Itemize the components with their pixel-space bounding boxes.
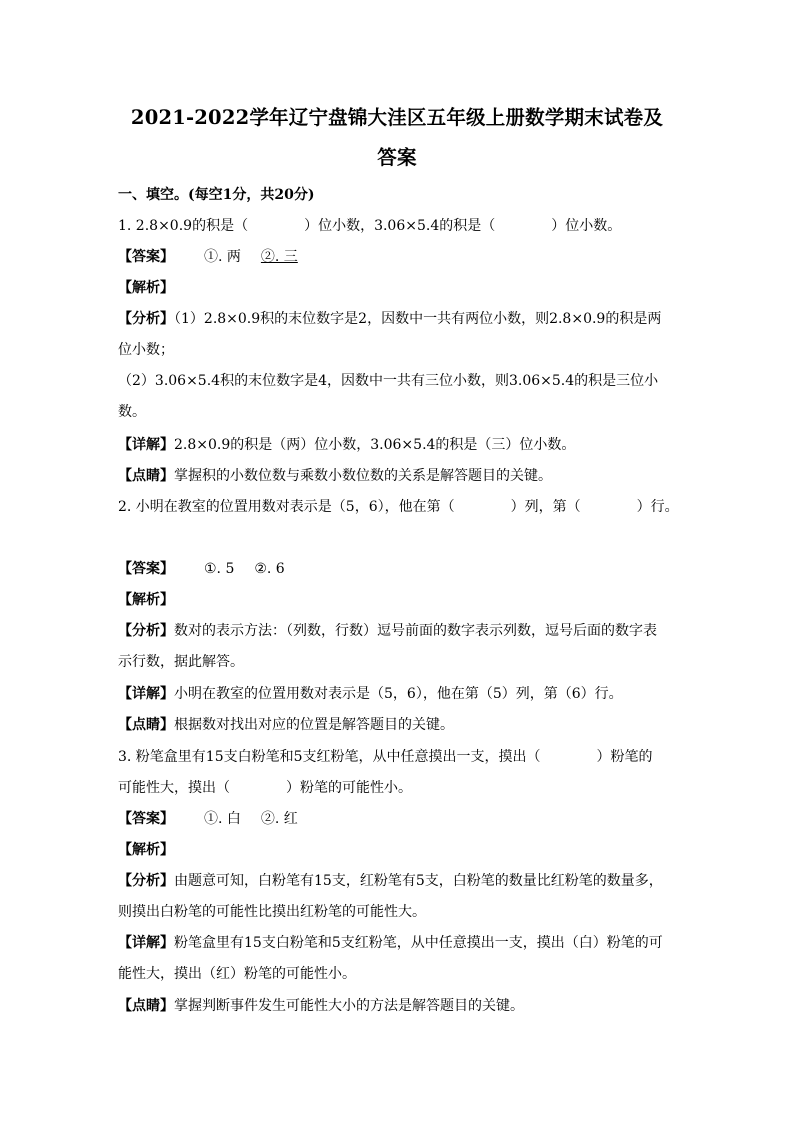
tip-tag: 【点睛】 (118, 468, 174, 484)
q3-detail-text-1: 粉笔盒里有15支白粉笔和5支红粉笔，从中任意摸出一支，摸出（白）粉笔的可 (174, 935, 663, 951)
fenxi-tag: 【分析】 (118, 311, 174, 327)
q3-detail-line2: 能性大，摸出（红）粉笔的可能性小。 (118, 966, 356, 982)
answer-tag: 【答案】 (118, 561, 174, 577)
q3-analysis-line1 (118, 872, 678, 890)
q3-question-line1: 3. 粉笔盒里有15支白粉笔和5支红粉笔，从中任意摸出一支，摸出（ ）粉笔的 (118, 749, 653, 765)
q2-analysis-line2: 示行数，据此解答。 (118, 654, 244, 670)
q2-answer (118, 560, 678, 578)
fenxi-tag: 【分析】 (118, 873, 174, 889)
q1-analysis-tag: 【解析】 (118, 280, 174, 296)
q1-fenxi-text-1: （1）2.8×0.9积的末位数字是2，因数中一共有两位小数，则2.8×0.9的积是两 (174, 311, 662, 327)
document-title-line1: 2021-2022学年辽宁盘锦大洼区五年级上册数学期末试卷及 (130, 106, 664, 129)
q3-fenxi-text-1: 由题意可知，白粉笔有15支，红粉笔有5支，白粉笔的数量比红粉笔的数量多， (174, 873, 663, 889)
tip-tag: 【点睛】 (118, 717, 174, 733)
q3-answer-2: ②. 红 (260, 811, 298, 827)
q3-detail-line1 (118, 934, 678, 952)
document-title-line2: 答案 (377, 146, 417, 169)
detail-tag: 【详解】 (118, 437, 174, 453)
answer-tag: 【答案】 (118, 811, 174, 827)
q2-detail (118, 685, 678, 703)
q1-detail (118, 436, 678, 454)
q2-analysis-tag: 【解析】 (118, 592, 174, 608)
q2-answer-2: ②. 6 (254, 561, 285, 577)
q3-tip-text: 掌握判断事件发生可能性大小的方法是解答题目的关键。 (174, 998, 524, 1014)
q3-analysis-tag: 【解析】 (118, 842, 174, 858)
q1-analysis-line4: 数。 (118, 404, 146, 420)
q3-analysis-line2: 则摸出白粉笔的可能性比摸出红粉笔的可能性大。 (118, 904, 426, 920)
q2-detail-text: 小明在教室的位置用数对表示是（5，6），他在第（5）列，第（6）行。 (174, 686, 623, 702)
q3-answer-1: ①. 白 (204, 811, 241, 827)
detail-tag: 【详解】 (118, 686, 174, 702)
q2-tip-text: 根据数对找出对应的位置是解答题目的关键。 (174, 717, 454, 733)
q1-question: 1. 2.8×0.9的积是（ ）位小数，3.06×5.4的积是（ ）位小数。 (118, 218, 622, 234)
q2-fenxi-text-1: 数对的表示方法：（列数，行数）逗号前面的数字表示列数，逗号后面的数字表 (174, 623, 657, 639)
q2-question: 2. 小明在教室的位置用数对表示是（5，6），他在第（ ）列，第（ ）行。 (118, 499, 679, 515)
tip-tag: 【点睛】 (118, 998, 174, 1014)
q1-answer-1: ①. 两 (204, 249, 241, 265)
q1-analysis-line3: （2）3.06×5.4积的末位数字是4，因数中一共有三位小数，则3.06×5.4的积是三位小 (118, 373, 659, 389)
detail-tag: 【详解】 (118, 935, 174, 951)
answer-tag: 【答案】 (118, 249, 174, 265)
q1-analysis-line2: 位小数； (118, 342, 174, 358)
q1-answer (118, 248, 678, 266)
q3-tip (118, 997, 678, 1015)
q1-answer-2: ②. 三 (260, 249, 298, 265)
q2-tip (118, 716, 678, 734)
q3-answer (118, 810, 678, 828)
section-heading: 一、填空。(每空1分，共20分) (118, 187, 315, 203)
q1-tip-text: 掌握积的小数位数与乘数小数位数的关系是解答题目的关键。 (174, 468, 552, 484)
fenxi-tag: 【分析】 (118, 623, 174, 639)
q3-question-line2: 可能性大，摸出（ ）粉笔的可能性小。 (118, 780, 412, 796)
q2-analysis-line1 (118, 622, 678, 640)
q1-tip (118, 467, 678, 485)
q2-answer-1: ①. 5 (204, 561, 235, 577)
q1-detail-text: 2.8×0.9的积是（两）位小数，3.06×5.4的积是（三）位小数。 (174, 437, 576, 453)
q1-analysis-line1 (118, 310, 678, 328)
